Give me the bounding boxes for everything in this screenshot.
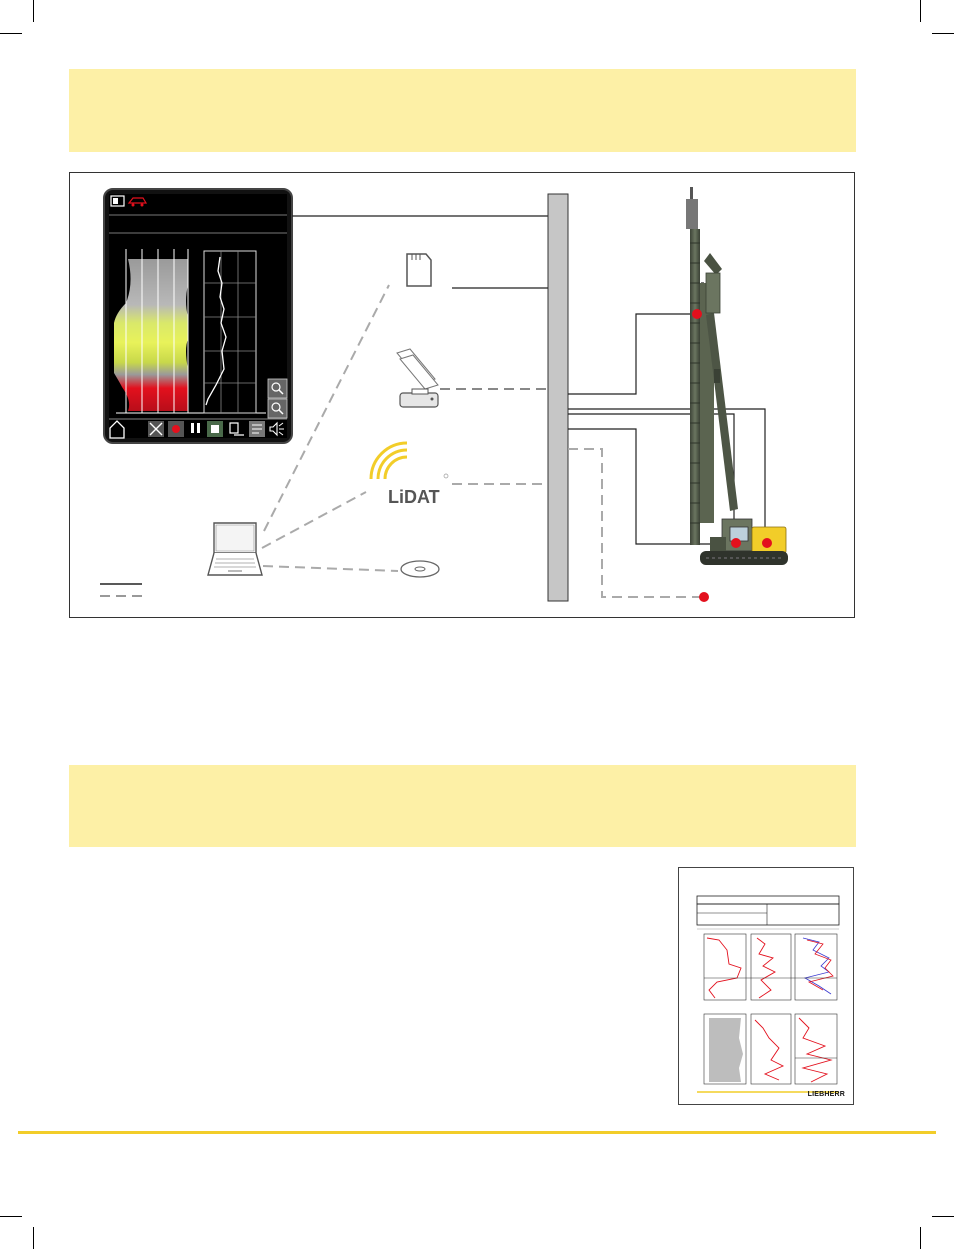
- data-bus-bar: [548, 194, 568, 601]
- report-icon[interactable]: [249, 421, 265, 437]
- control-display: [104, 189, 292, 443]
- crop-mark: [920, 1227, 921, 1249]
- sensor-point: [762, 538, 772, 548]
- sample-report: [678, 867, 854, 1105]
- lidat-logo: [371, 443, 448, 507]
- crop-mark: [932, 1216, 954, 1217]
- sensor-link-line: [568, 314, 698, 394]
- report-chart-lower: [704, 1014, 837, 1084]
- sensor-point: [692, 309, 702, 319]
- zoom-out-icon[interactable]: [268, 399, 287, 418]
- header-banner-top: [69, 69, 856, 152]
- drilling-rig: [686, 187, 788, 565]
- sd-card-icon: [407, 254, 431, 286]
- laptop-icon: [208, 523, 262, 575]
- tools-icon[interactable]: [148, 421, 164, 437]
- crop-mark: [33, 1227, 34, 1249]
- diagram-canvas: [70, 173, 856, 619]
- crop-mark: [0, 33, 22, 34]
- laptop-disc-link: [263, 566, 398, 571]
- footer-rule: [18, 1131, 936, 1134]
- external-sensor-point: [699, 592, 709, 602]
- crop-mark: [33, 0, 34, 22]
- laptop-lidat-link: [262, 492, 366, 548]
- zoom-in-icon[interactable]: [268, 379, 287, 398]
- lidat-logo-text: LiDAT: [388, 487, 440, 507]
- printer-icon: [397, 349, 438, 407]
- report-canvas: [679, 868, 853, 1104]
- stop-icon[interactable]: [207, 421, 223, 437]
- crop-mark: [920, 0, 921, 22]
- liebherr-logo: LIEBHERR: [807, 1091, 845, 1098]
- crop-mark: [932, 33, 954, 34]
- system-diagram: [69, 172, 855, 618]
- crop-mark: [0, 1216, 22, 1217]
- record-icon[interactable]: [168, 421, 184, 437]
- sensor-point: [731, 538, 741, 548]
- cd-disc-icon: [401, 561, 439, 577]
- report-chart-upper: [704, 934, 837, 1000]
- header-banner-bottom: [69, 765, 856, 847]
